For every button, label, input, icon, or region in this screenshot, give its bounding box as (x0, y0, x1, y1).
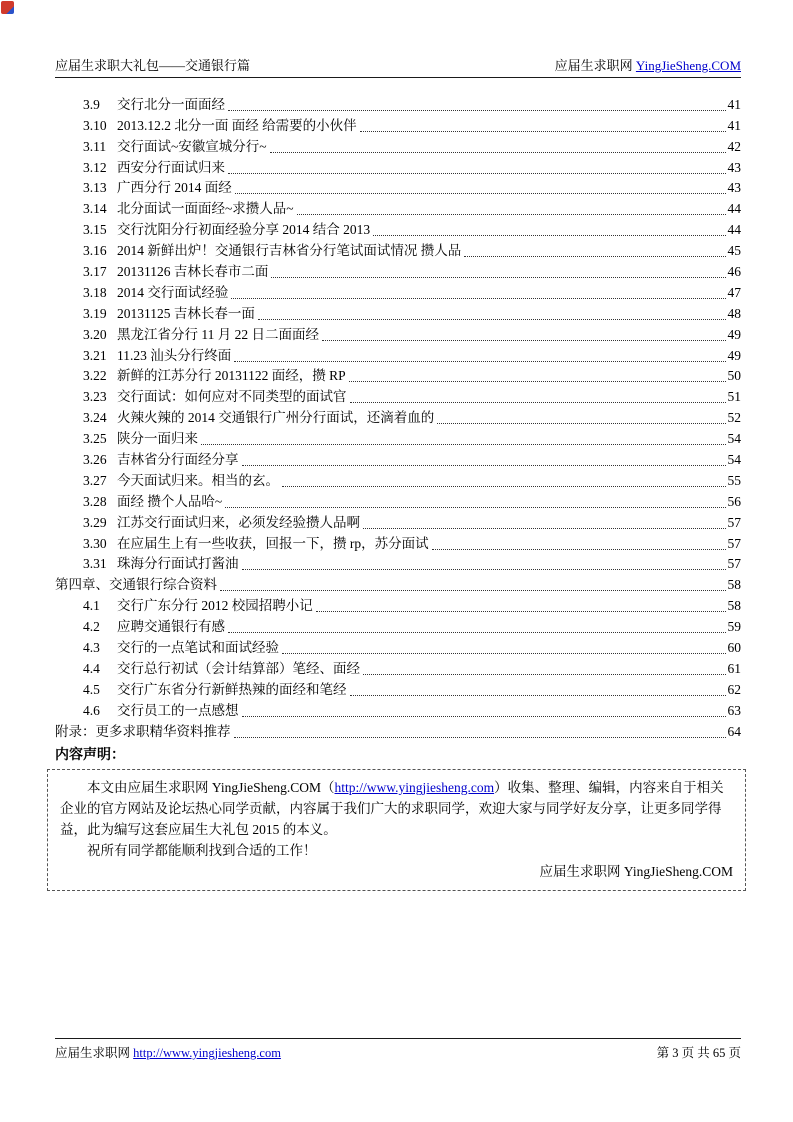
toc-entry-title: 交行广东分行 2012 校园招聘小记 (117, 598, 313, 614)
toc-entry-number: 3.25 (83, 431, 107, 447)
toc-row (55, 448, 741, 469)
toc-dot-leader (270, 152, 726, 153)
toc-entry-number: 3.26 (83, 452, 107, 468)
toc-entry-title: 20131125 吉林长春一面 (117, 305, 255, 321)
toc-row (55, 406, 741, 427)
header-site (555, 55, 741, 74)
toc-dot-leader (373, 235, 725, 236)
toc-entry-number: 3.28 (83, 493, 107, 509)
toc-entry-page: 54 (727, 452, 741, 468)
toc-entry-page: 57 (727, 535, 741, 551)
toc-row (55, 239, 741, 260)
toc-entry-page: 45 (727, 243, 741, 259)
toc-entry-page: 49 (727, 347, 741, 363)
toc-entry-number: 4.4 (83, 660, 100, 676)
footer-site-link[interactable]: http://www.yingjiesheng.com (133, 1046, 281, 1060)
toc-entry-page: 61 (727, 660, 741, 676)
toc-dot-leader (242, 569, 726, 570)
footer-site-text: 应届生求职网 (55, 1046, 134, 1060)
toc-entry-page: 47 (727, 284, 741, 300)
declaration-site-link[interactable]: http://www.yingjiesheng.com (334, 779, 495, 795)
toc-entry-number: 4.2 (83, 619, 100, 635)
toc-entry-number: 3.12 (83, 159, 107, 175)
toc-row (55, 657, 741, 678)
toc-entry-page: 55 (727, 472, 741, 488)
toc-entry-page: 41 (727, 117, 741, 133)
toc-entry-title: 11.23 汕头分行终面 (117, 347, 232, 363)
toc-entry-title: 珠海分行面试打酱油 (117, 556, 239, 572)
toc-dot-leader (228, 632, 726, 633)
toc-entry-number: 3.20 (83, 326, 107, 342)
toc-entry-title: 应聘交通银行有感 (117, 619, 225, 635)
toc-entry-title: 陕分一面归来 (117, 431, 198, 447)
toc-entry-page: 60 (727, 640, 741, 656)
toc-row (55, 615, 741, 636)
header-divider (55, 77, 741, 78)
toc-list (55, 93, 741, 741)
toc-entry-number: 4.1 (83, 598, 100, 614)
toc-entry-number: 4.5 (83, 681, 100, 697)
toc-entry-number: 3.9 (83, 96, 100, 112)
toc-dot-leader (282, 653, 726, 654)
toc-row (55, 532, 741, 553)
toc-row (55, 720, 741, 741)
toc-row (55, 385, 741, 406)
toc-entry-page: 51 (727, 389, 741, 405)
toc-entry-page: 54 (727, 431, 741, 447)
toc-dot-leader (316, 611, 726, 612)
toc-row (55, 490, 741, 511)
toc-entry-page: 43 (727, 180, 741, 196)
toc-entry-title: 在应届生上有一些收获，回报一下，攒 rp，苏分面试 (117, 535, 429, 551)
toc-entry-page: 43 (727, 159, 741, 175)
toc-dot-leader (322, 340, 726, 341)
toc-dot-leader (242, 465, 726, 466)
toc-entry-number: 3.11 (83, 138, 107, 154)
page-header (55, 55, 741, 74)
toc-row (55, 365, 741, 386)
toc-entry-title: 广西分行 2014 面经 (117, 180, 232, 196)
toc-row (55, 573, 741, 594)
toc-row (55, 511, 741, 532)
corner-watermark-icon (1, 1, 14, 14)
toc-entry-title: 火辣火辣的 2014 交通银行广州分行面试，还滴着血的 (117, 410, 435, 426)
toc-entry-title: 江苏交行面试归来，必须发经验攒人品啊 (117, 514, 360, 530)
toc-entry-page: 52 (727, 410, 741, 426)
toc-dot-leader (464, 256, 725, 257)
toc-entry-number: 3.27 (83, 472, 107, 488)
toc-entry-page: 63 (727, 702, 741, 718)
toc-entry-page: 44 (727, 201, 741, 217)
toc-dot-leader (282, 486, 726, 487)
toc-entry-page: 58 (727, 598, 741, 614)
toc-entry-title: 2014 交行面试经验 (117, 284, 229, 300)
toc-entry-title: 交行北分一面面经 (117, 96, 225, 112)
toc-entry-title: 今天面试归来。相当的玄。 (117, 472, 279, 488)
toc-entry-page: 49 (727, 326, 741, 342)
toc-entry-title: 交行沈阳分行初面经验分享 2014 结合 2013 (117, 222, 371, 238)
toc-entry-page: 57 (727, 556, 741, 572)
toc-entry-title: 面经 攒个人品哈~ (117, 493, 223, 509)
declaration-heading: 内容声明： (55, 747, 125, 763)
toc-entry-title: 新鲜的江苏分行 20131122 面经，攒 RP (117, 368, 346, 384)
toc-dot-leader (234, 737, 726, 738)
toc-dot-leader (363, 528, 726, 529)
footer-divider (55, 1038, 741, 1039)
toc-entry-title: 北分面试一面面经~求攒人品~ (117, 201, 294, 217)
toc-dot-leader (231, 298, 725, 299)
toc-entry-page: 59 (727, 619, 741, 635)
page-footer (55, 1043, 741, 1061)
toc-dot-leader (363, 674, 726, 675)
toc-entry-number: 3.15 (83, 222, 107, 238)
toc-row (55, 344, 741, 365)
header-title: 应届生求职大礼包——交通银行篇 (55, 58, 251, 73)
toc-row (55, 260, 741, 281)
toc-dot-leader (242, 716, 726, 717)
toc-row (55, 699, 741, 720)
toc-dot-leader (225, 507, 725, 508)
toc-row (55, 469, 741, 490)
toc-entry-title: 吉林省分行面经分享 (117, 452, 239, 468)
toc-dot-leader (432, 549, 726, 550)
toc-entry-page: 46 (727, 264, 741, 280)
header-site-link[interactable]: YingJieSheng.COM (635, 58, 741, 73)
toc-entry-title: 交行面试~安徽宣城分行~ (117, 138, 267, 154)
toc-entry-title: 交行员工的一点感想 (117, 702, 239, 718)
declaration-box (47, 769, 746, 891)
toc-entry-title: 2013.12.2 北分一面 面经 给需要的小伙伴 (117, 117, 357, 133)
toc-entry-page: 41 (727, 96, 741, 112)
toc-entry-number: 4.3 (83, 640, 100, 656)
toc-entry-title: 交行广东省分行新鲜热辣的面经和笔经 (117, 681, 347, 697)
toc-entry-number: 3.31 (83, 556, 107, 572)
toc-entry-number: 3.16 (83, 243, 107, 259)
toc-dot-leader (235, 193, 726, 194)
toc-entry-title: 第四章、交通银行综合资料 (55, 577, 217, 593)
toc-entry-page: 62 (727, 681, 741, 697)
toc-row (55, 218, 741, 239)
toc-dot-leader (234, 361, 725, 362)
toc-entry-title: 交行总行初试（会计结算部）笔经、面经 (117, 660, 360, 676)
toc-row (55, 135, 741, 156)
toc-dot-leader (437, 423, 725, 424)
toc-dot-leader (350, 402, 726, 403)
declaration-text-pre: 本文由应届生求职网 YingJieSheng.COM（ (87, 779, 335, 795)
toc-row (55, 636, 741, 657)
toc-entry-title: 附录：更多求职精华资料推荐 (55, 723, 231, 739)
declaration-text-post: ）收集、整理、编辑，内容来自于相关企业的官方网站及论坛热心同学贡献，内容属于我们广大的求职同学，欢迎大家与同学好友分享，让更多同学得益，此为编写这套应届生大礼包 2015 的本义。 (60, 779, 724, 837)
toc-row (55, 302, 741, 323)
toc-dot-leader (350, 695, 726, 696)
toc-row (55, 177, 741, 198)
declaration-paragraph-1 (60, 777, 733, 840)
toc-row (55, 323, 741, 344)
toc-entry-number: 3.14 (83, 201, 107, 217)
toc-entry-number: 3.22 (83, 368, 107, 384)
toc-entry-page: 42 (727, 138, 741, 154)
header-site-text: 应届生求职网 (554, 58, 636, 73)
toc-dot-leader (360, 131, 726, 132)
toc-entry-page: 50 (727, 368, 741, 384)
toc-entry-title: 交行的一点笔试和面试经验 (117, 640, 279, 656)
declaration-signature: 应届生求职网 YingJieSheng.COM (539, 863, 733, 879)
toc-entry-title: 西安分行面试归来 (117, 159, 225, 175)
toc-entry-number: 3.30 (83, 535, 107, 551)
toc-entry-title: 20131126 吉林长春市二面 (117, 264, 269, 280)
toc-row (55, 114, 741, 135)
toc-entry-page: 44 (727, 222, 741, 238)
toc-entry-number: 3.29 (83, 514, 107, 530)
toc-entry-page: 64 (727, 723, 741, 739)
toc-dot-leader (349, 381, 726, 382)
toc-entry-number: 3.13 (83, 180, 107, 196)
toc-row (55, 281, 741, 302)
toc-dot-leader (201, 444, 726, 445)
toc-entry-number: 3.17 (83, 264, 107, 280)
toc-dot-leader (220, 590, 726, 591)
toc-row (55, 678, 741, 699)
toc-entry-number: 4.6 (83, 702, 100, 718)
toc-row (55, 156, 741, 177)
toc-row (55, 553, 741, 574)
toc-entry-number: 3.10 (83, 117, 107, 133)
toc-entry-number: 3.24 (83, 410, 107, 426)
toc-dot-leader (297, 214, 726, 215)
toc-entry-page: 58 (727, 577, 741, 593)
toc-entry-page: 48 (727, 305, 741, 321)
toc-entry-page: 56 (727, 493, 741, 509)
toc-entry-number: 3.23 (83, 389, 107, 405)
toc-dot-leader (271, 277, 725, 278)
toc-entry-title: 交行面试：如何应对不同类型的面试官 (117, 389, 347, 405)
toc-entry-title: 2014 新鲜出炉！交通银行吉林省分行笔试面试情况 攒人品 (117, 243, 462, 259)
toc-dot-leader (258, 319, 726, 320)
footer-site (55, 1043, 281, 1061)
toc-entry-number: 3.21 (83, 347, 107, 363)
toc-entry-number: 3.19 (83, 305, 107, 321)
toc-dot-leader (228, 110, 726, 111)
toc-row (55, 197, 741, 218)
page-body (55, 93, 741, 891)
footer-page-indicator: 第 3 页 共 65 页 (656, 1046, 741, 1060)
toc-entry-title: 黑龙江省分行 11 月 22 日二面面经 (117, 326, 319, 342)
toc-row (55, 93, 741, 114)
toc-dot-leader (228, 173, 726, 174)
toc-entry-page: 57 (727, 514, 741, 530)
toc-row (55, 594, 741, 615)
toc-entry-number: 3.18 (83, 284, 107, 300)
toc-row (55, 427, 741, 448)
declaration-paragraph-2: 祝所有同学都能顺利找到合适的工作！ (87, 842, 317, 858)
